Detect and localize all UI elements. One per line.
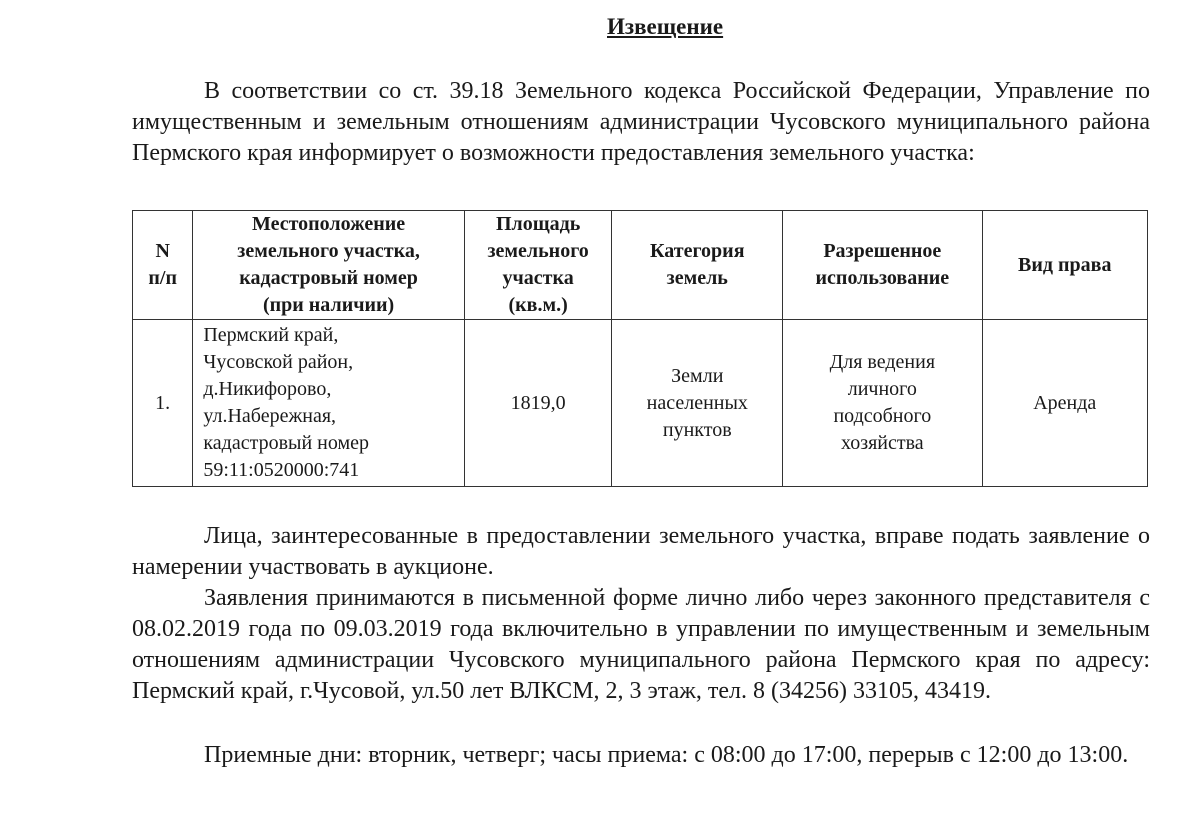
cadastral-number: 59:11:0520000:741 xyxy=(203,459,360,481)
land-plot-table xyxy=(132,210,1148,487)
table-header-row xyxy=(133,211,1148,320)
header-area xyxy=(464,211,612,320)
header-text: кадастровый номер xyxy=(239,267,418,289)
cell-text: ул.Набережная, xyxy=(203,405,337,427)
header-permitted-use xyxy=(783,211,982,320)
header-text: земельного участка, xyxy=(237,240,420,262)
header-text: Местоположение xyxy=(251,213,406,235)
header-number xyxy=(133,211,193,320)
interested-parties-paragraph: Лица, заинтересованные в предоставлении земельного участка, вправе подать заявление о намерении участвовать в аукционе. xyxy=(132,523,1150,580)
cell-text: Для ведения xyxy=(829,351,936,373)
notice-title: Извещение xyxy=(607,14,724,39)
cell-permitted-use xyxy=(783,320,982,487)
header-right-type xyxy=(982,211,1147,320)
header-text: Площадь xyxy=(495,213,581,235)
application-paragraph: Заявления принимаются в письменной форме лично либо через законного представителя с 08.02.2019 года по 09.03.2019 года включительно в управлении по имущественным и земельным отношениям администрации Чусовского муниципального района Пермского края по адресу: Пермский край, г.Чусовой, ул.50 лет ВЛКСМ, 2, 3 этаж, тел. 8 (34256) 33105, 43419. xyxy=(132,585,1150,704)
cell-text: населенных xyxy=(646,391,748,414)
intro-paragraph: В соответствии со ст. 39.18 Земельного кодекса Российской Федерации, Управление по имущественным и земельным отношениям администрации Чусовского муниципального района Пермского края информирует о возможности предоставления земельного участка: xyxy=(132,78,1150,166)
cell-number: 1. xyxy=(133,320,193,487)
header-text: (кв.м.) xyxy=(508,294,568,316)
cell-text: кадастровый номер xyxy=(203,432,370,454)
header-category xyxy=(612,211,783,320)
header-text: земель xyxy=(666,267,728,289)
header-text: Вид права xyxy=(1018,253,1112,276)
cell-text: пунктов xyxy=(662,418,732,441)
cell-text: подсобного xyxy=(833,405,932,427)
cell-area: 1819,0 xyxy=(464,320,612,487)
header-location xyxy=(193,211,464,320)
header-text: Категория xyxy=(650,240,745,262)
cell-category xyxy=(612,320,783,487)
cell-text: Чусовской район, xyxy=(203,351,354,373)
cell-text: хозяйства xyxy=(840,432,924,454)
header-text: (при наличии) xyxy=(262,294,395,316)
cell-text: Земли xyxy=(671,364,724,387)
reception-hours-paragraph: Приемные дни: вторник, четверг; часы приема: с 08:00 до 17:00, перерыв с 12:00 до 13:00. xyxy=(204,742,1129,768)
header-text: земельного xyxy=(487,240,589,262)
header-text: Разрешенное xyxy=(823,240,942,262)
cell-right-type: Аренда xyxy=(982,320,1147,487)
cell-text: личного xyxy=(847,378,917,400)
table-row xyxy=(133,320,1148,487)
cell-text: Пермский край, xyxy=(203,324,339,346)
header-text: N xyxy=(155,240,170,262)
cell-text: д.Никифорово, xyxy=(203,378,332,400)
header-text: п/п xyxy=(148,267,177,289)
header-text: использование xyxy=(815,267,950,289)
header-text: участка xyxy=(502,267,574,289)
cell-location xyxy=(193,320,464,487)
